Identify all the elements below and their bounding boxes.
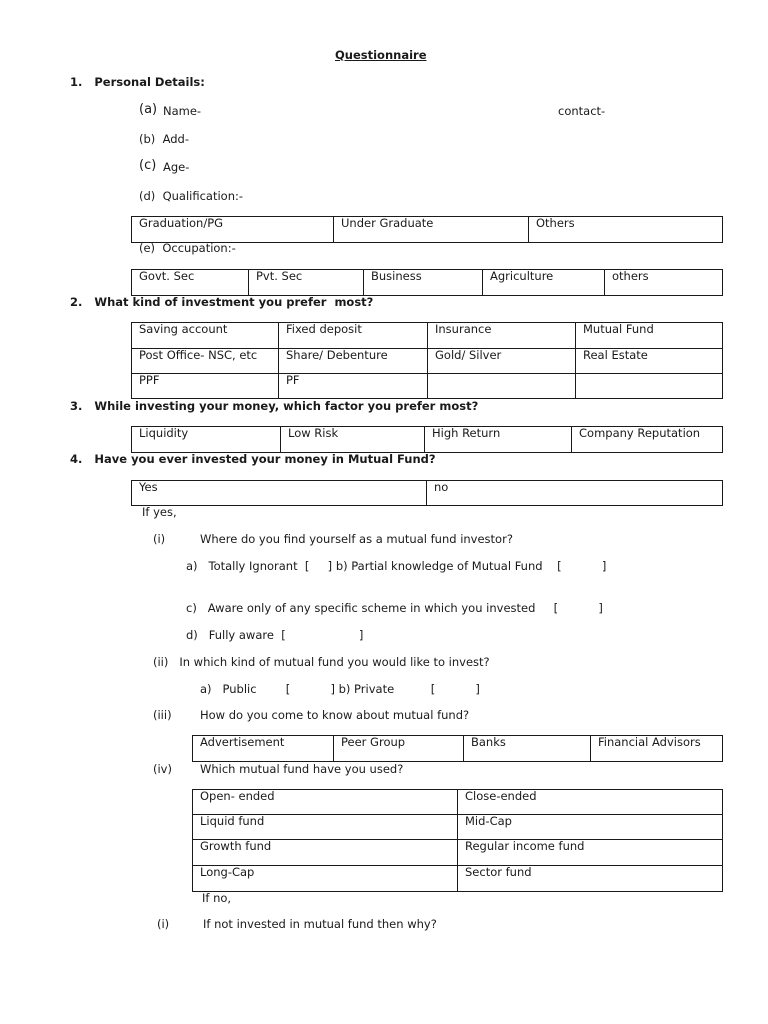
qualification-option[interactable]: Under Graduate bbox=[334, 217, 529, 243]
factor-option[interactable]: High Return bbox=[425, 427, 572, 453]
section-3-heading: 3. While investing your money, which factor you prefer most? bbox=[70, 399, 479, 413]
investor-level-option-d[interactable]: d) Fully aware [ ] bbox=[186, 628, 364, 642]
qualification-label: (d) Qualification:- bbox=[139, 189, 244, 203]
question-ii-text: (ii) In which kind of mutual fund you would like to invest? bbox=[153, 655, 490, 669]
name-label: Name- bbox=[163, 104, 202, 118]
fund-used-option[interactable]: Regular income fund bbox=[458, 840, 723, 866]
name-marker: (a) bbox=[139, 102, 158, 117]
age-marker: (c) bbox=[139, 158, 157, 173]
investment-option[interactable]: PPF bbox=[132, 374, 279, 399]
factor-option[interactable]: Company Reputation bbox=[572, 427, 723, 453]
fund-used-table bbox=[192, 789, 723, 892]
fund-type-options[interactable]: a) Public [ ] b) Private [ ] bbox=[200, 682, 480, 696]
investment-option[interactable]: Share/ Debenture bbox=[279, 349, 428, 374]
information-source-table bbox=[192, 735, 723, 762]
investment-option[interactable]: PF bbox=[279, 374, 428, 399]
investment-preference-table bbox=[131, 322, 723, 399]
investment-option[interactable]: Real Estate bbox=[576, 349, 723, 374]
question-iii-number: (iii) bbox=[153, 708, 172, 722]
section-4-heading: 4. Have you ever invested your money in Mutual Fund? bbox=[70, 452, 436, 466]
investment-option[interactable]: Mutual Fund bbox=[576, 323, 723, 349]
question-i-number: (i) bbox=[153, 532, 166, 546]
fund-used-option[interactable]: Long-Cap bbox=[193, 866, 458, 892]
qualification-option[interactable]: Others bbox=[529, 217, 723, 243]
investment-option-empty[interactable] bbox=[576, 374, 723, 399]
investment-option[interactable]: Gold/ Silver bbox=[428, 349, 576, 374]
investment-option[interactable]: Fixed deposit bbox=[279, 323, 428, 349]
qualification-table bbox=[131, 216, 723, 243]
investor-level-option-c[interactable]: c) Aware only of any specific scheme in which you invested [ ] bbox=[186, 601, 603, 615]
no-question-i-number: (i) bbox=[157, 917, 170, 931]
fund-used-option[interactable]: Close-ended bbox=[458, 790, 723, 815]
fund-used-option[interactable]: Mid-Cap bbox=[458, 815, 723, 840]
question-i-text: Where do you find yourself as a mutual fund investor? bbox=[200, 532, 513, 546]
factor-option[interactable]: Low Risk bbox=[281, 427, 425, 453]
question-iv-number: (iv) bbox=[153, 762, 172, 776]
source-option[interactable]: Peer Group bbox=[334, 736, 464, 762]
occupation-option[interactable]: others bbox=[605, 270, 723, 296]
fund-used-option[interactable]: Growth fund bbox=[193, 840, 458, 866]
no-option[interactable]: no bbox=[427, 481, 723, 506]
age-label: Age- bbox=[163, 160, 190, 174]
if-no-label: If no, bbox=[202, 891, 232, 905]
address-label: (b) Add- bbox=[139, 132, 189, 146]
investor-level-options-ab[interactable]: a) Totally Ignorant [ ] b) Partial knowledge of Mutual Fund [ ] bbox=[186, 559, 607, 573]
source-option[interactable]: Banks bbox=[464, 736, 591, 762]
if-yes-label: If yes, bbox=[142, 505, 177, 519]
factor-option[interactable]: Liquidity bbox=[132, 427, 281, 453]
occupation-option[interactable]: Business bbox=[364, 270, 483, 296]
mutual-fund-invested-table bbox=[131, 480, 723, 506]
question-iv-text: Which mutual fund have you used? bbox=[200, 762, 404, 776]
occupation-table bbox=[131, 269, 723, 296]
occupation-option[interactable]: Govt. Sec bbox=[132, 270, 249, 296]
fund-used-option[interactable]: Sector fund bbox=[458, 866, 723, 892]
fund-used-option[interactable]: Open- ended bbox=[193, 790, 458, 815]
fund-used-option[interactable]: Liquid fund bbox=[193, 815, 458, 840]
source-option[interactable]: Financial Advisors bbox=[591, 736, 723, 762]
section-1-heading: 1. Personal Details: bbox=[70, 75, 205, 89]
investment-option[interactable]: Saving account bbox=[132, 323, 279, 349]
contact-label: contact- bbox=[558, 104, 606, 118]
page-title: Questionnaire bbox=[335, 48, 427, 62]
no-question-i-text: If not invested in mutual fund then why? bbox=[203, 917, 437, 931]
occupation-label: (e) Occupation:- bbox=[139, 241, 236, 255]
investment-option[interactable]: Insurance bbox=[428, 323, 576, 349]
source-option[interactable]: Advertisement bbox=[193, 736, 334, 762]
qualification-option[interactable]: Graduation/PG bbox=[132, 217, 334, 243]
investment-option[interactable]: Post Office- NSC, etc bbox=[132, 349, 279, 374]
yes-option[interactable]: Yes bbox=[132, 481, 427, 506]
occupation-option[interactable]: Pvt. Sec bbox=[249, 270, 364, 296]
investment-option-empty[interactable] bbox=[428, 374, 576, 399]
section-2-heading: 2. What kind of investment you prefer most? bbox=[70, 295, 374, 309]
question-iii-text: How do you come to know about mutual fund? bbox=[200, 708, 470, 722]
occupation-option[interactable]: Agriculture bbox=[483, 270, 605, 296]
investment-factor-table bbox=[131, 426, 723, 453]
